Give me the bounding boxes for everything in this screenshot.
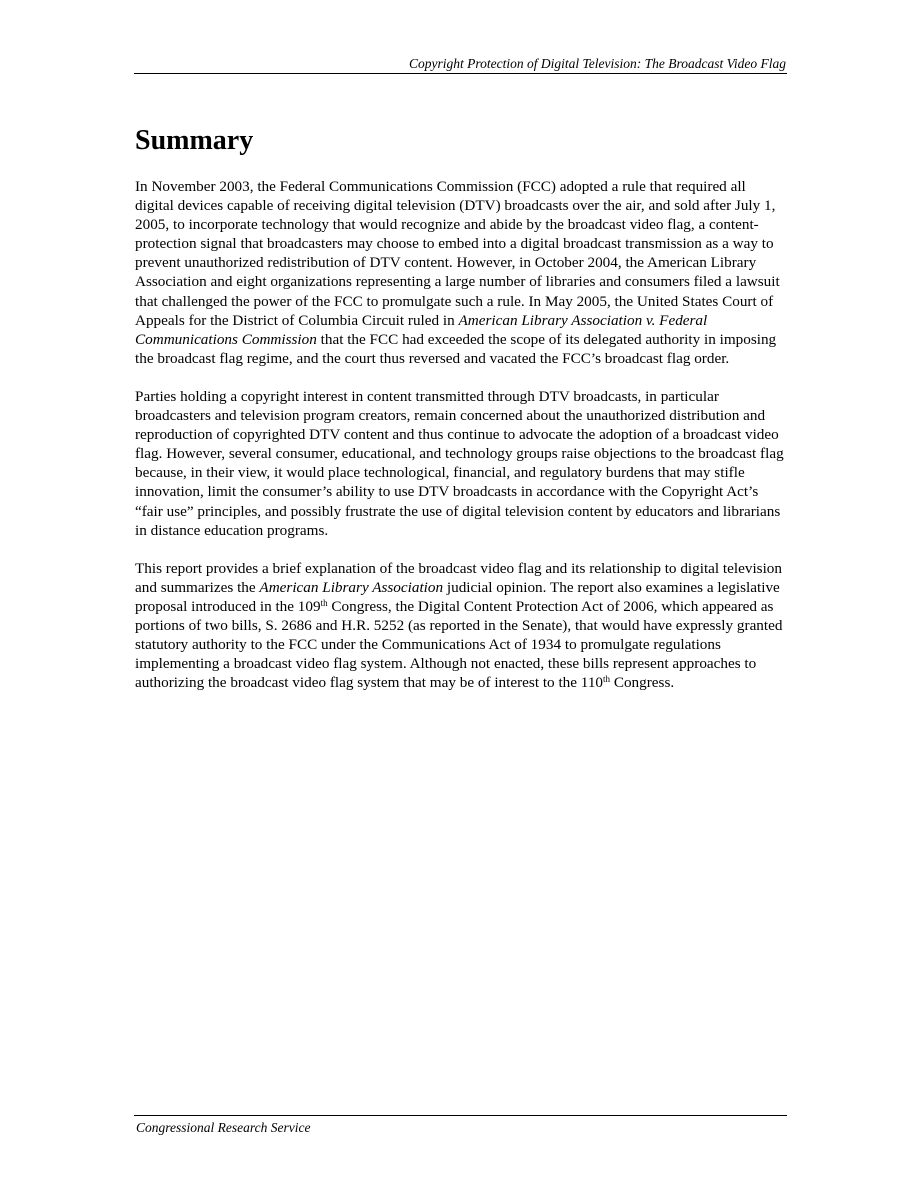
paragraph-3-text-d: Congress. bbox=[610, 674, 675, 692]
paragraph-1 bbox=[135, 177, 787, 368]
footer-divider bbox=[134, 1115, 787, 1116]
ordinal-suffix-110: th bbox=[603, 674, 611, 685]
case-name-italic: American Library Association v. Federal Communications Commission bbox=[135, 311, 708, 348]
running-footer: Congressional Research Service bbox=[136, 1120, 311, 1135]
case-short-italic: American Library Association bbox=[259, 578, 444, 596]
paragraph-1-text-b: that the FCC had exceeded the scope of its delegated authority in imposing the broadcast flag regime, and the court thus reversed and vacated the FCC’s broadcast flag order. bbox=[135, 330, 777, 367]
paragraph-3-text-c: Congress, the Digital Content Protection Act of 2006, which appeared as portions of two bills, S. 2686 and H.R. 5252 (as reported in the Senate), that would have expressly granted statutory authority to the FCC under the Communications Act of 1934 to promulgate regulations implementing a broadcast video flag system. Although not enacted, these bills represent approaches to authorizing the broadcast video flag system that may be of interest to the 110 bbox=[135, 597, 783, 692]
paragraph-3-text-a: This report provides a brief explanation of the broadcast video flag and its relationship to digital television and summarizes the bbox=[135, 559, 782, 596]
paragraph-3 bbox=[135, 559, 787, 693]
summary-body bbox=[135, 177, 787, 711]
paragraph-2: Parties holding a copyright interest in content transmitted through DTV broadcasts, in particular broadcasters and television program creators, remain concerned about the unauthorized distribution and reproduction of copyrighted DTV content and thus continue to advocate the adoption of a broadcast video flag. However, several consumer, educational, and technology groups raise objections to the broadcast flag because, in their view, it would place technological, financial, and regulatory burdens that may stifle innovation, limit the consumer’s ability to use DTV broadcasts in accordance with the Copyright Act’s “fair use” principles, and possibly frustrate the use of digital television content by educators and librarians in distance education programs. bbox=[135, 387, 784, 539]
page-title: Summary bbox=[135, 125, 254, 156]
paragraph-3-text-b: judicial opinion. The report also examines a legislative proposal introduced in the 109 bbox=[135, 578, 780, 615]
header-divider bbox=[134, 73, 787, 74]
ordinal-suffix-109: th bbox=[320, 597, 328, 608]
running-header: Copyright Protection of Digital Television: The Broadcast Video Flag bbox=[409, 56, 786, 71]
paragraph-1-text-a: In November 2003, the Federal Communications Commission (FCC) adopted a rule that required all digital devices capable of receiving digital television (DTV) broadcasts over the air, and sold after July 1, 2005, to incorporate technology that would recognize and abide by the broadcast video flag, a content-protection signal that broadcasters may choose to embed into a digital broadcast transmission as a way to prevent unauthorized redistribution of DTV content. However, in October 2004, the American Library Association and eight organizations representing a large number of libraries and consumers filed a lawsuit that challenged the power of the FCC to promulgate such a rule. In May 2005, the United States Court of Appeals for the District of Columbia Circuit ruled in bbox=[135, 178, 780, 329]
